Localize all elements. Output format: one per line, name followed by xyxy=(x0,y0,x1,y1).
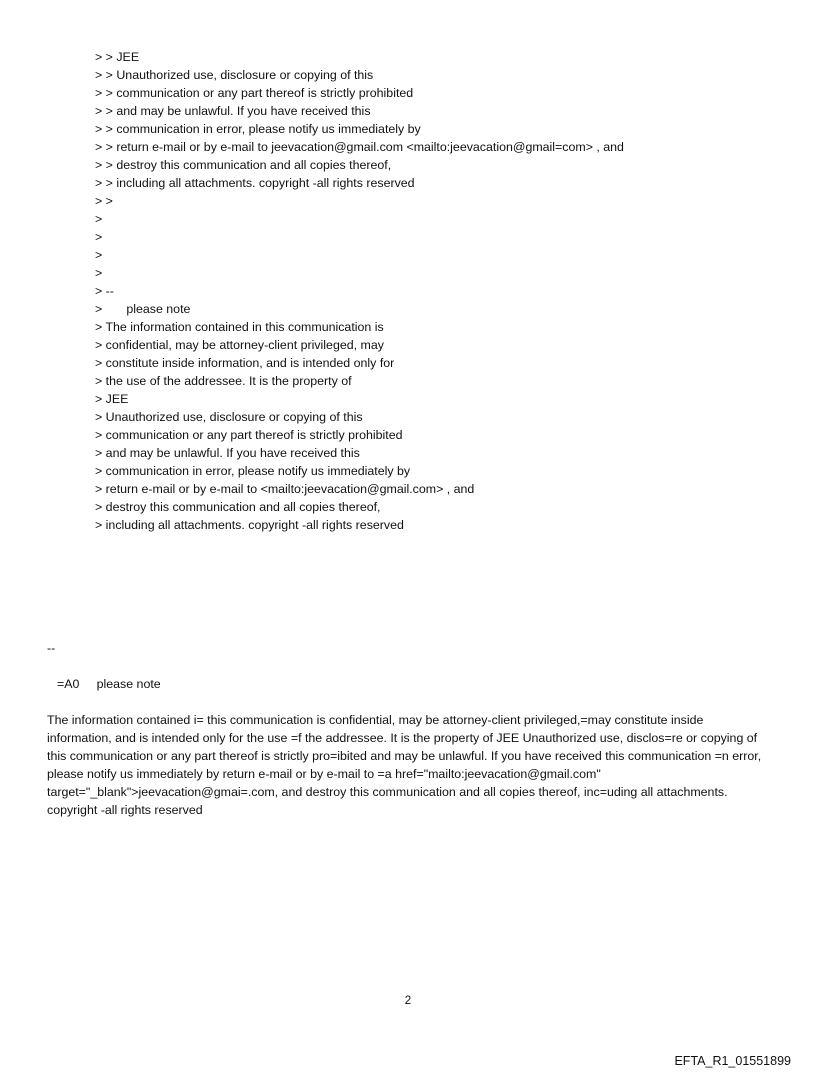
signature-separator: -- xyxy=(47,641,56,655)
quoted-line: > destroy this communication and all copies thereof, xyxy=(95,500,381,514)
quoted-line: > please note xyxy=(95,302,191,316)
quoted-line: > communication in error, please notify us immediately by xyxy=(95,464,411,478)
quoted-line: > > and may be unlawful. If you have received this xyxy=(95,104,371,118)
quoted-line: > > communication or any part thereof is strictly prohibited xyxy=(95,86,414,100)
quoted-line: > > JEE xyxy=(95,50,140,64)
quoted-line: > xyxy=(95,212,103,226)
quoted-line: > > return e-mail or by e-mail to jeevacation@gmail.com <mailto:jeevacation@gmail=com> , and xyxy=(95,140,624,154)
quoted-line: > return e-mail or by e-mail to <mailto:jeevacation@gmail.com> , and xyxy=(95,482,475,496)
quoted-line: > communication or any part thereof is strictly prohibited xyxy=(95,428,403,442)
quoted-line: > xyxy=(95,230,103,244)
please-note-line: =A0 please note xyxy=(57,677,161,691)
quoted-line: > constitute inside information, and is intended only for xyxy=(95,356,395,370)
quoted-line: > the use of the addressee. It is the property of xyxy=(95,374,352,388)
quoted-line: > > destroy this communication and all copies thereof, xyxy=(95,158,392,172)
quoted-line: > confidential, may be attorney-client privileged, may xyxy=(95,338,384,352)
quoted-line: > -- xyxy=(95,284,114,298)
quoted-line: > and may be unlawful. If you have received this xyxy=(95,446,360,460)
quoted-line: > > xyxy=(95,194,113,208)
quoted-line: > > Unauthorized use, disclosure or copying of this xyxy=(95,68,374,82)
quoted-line: > JEE xyxy=(95,392,129,406)
quoted-line: > Unauthorized use, disclosure or copying of this xyxy=(95,410,363,424)
quoted-line: > > communication in error, please notify us immediately by xyxy=(95,122,421,136)
quoted-line: > The information contained in this communication is xyxy=(95,320,384,334)
page-number: 2 xyxy=(404,995,412,1007)
quoted-email-block xyxy=(95,48,795,534)
quoted-line: > including all attachments. copyright -all rights reserved xyxy=(95,518,404,532)
document-id: EFTA_R1_01551899 xyxy=(674,1054,791,1068)
quoted-line: > > including all attachments. copyright -all rights reserved xyxy=(95,176,415,190)
quoted-line: > xyxy=(95,248,103,262)
confidentiality-notice: The information contained i= this communication is confidential, may be attorney-client privileged,=may constitute inside information, and is intended only for the use =f the addressee. It is the property of JEE Unauthorized use, disclos=re or copying of this communication or any part thereof is strictly pro=ibited and may be unlawful. If you have received this communication =n error, please notify us immediately by return e-mail or by e-mail to =a href="mailto:jeevacation@gmail.com" target="_blank">jeevacation@gmai=.com, and destroy this communication and all copies thereof, inc=uding all attachments. copyright -all rights reserved xyxy=(47,713,762,817)
quoted-line: > xyxy=(95,266,103,280)
